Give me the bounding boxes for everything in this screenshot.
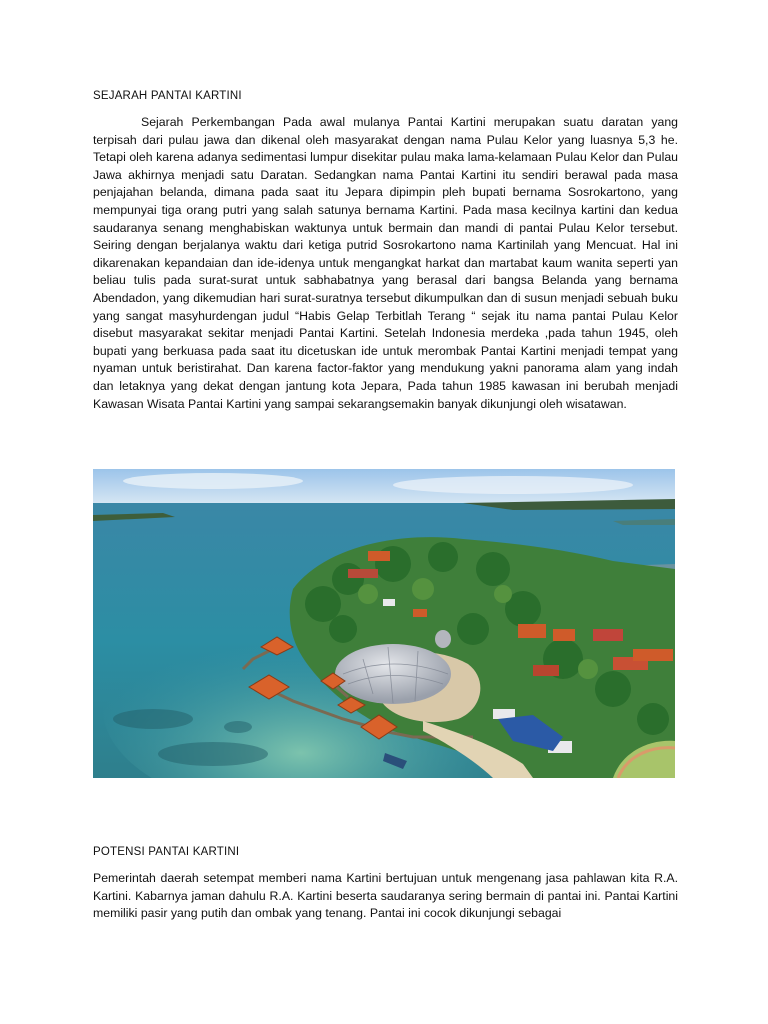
section-heading-potensi: POTENSI PANTAI KARTINI [93,846,240,858]
aerial-photo-pantai-kartini [93,469,675,778]
section-heading-sejarah: SEJARAH PANTAI KARTINI [93,90,242,102]
paragraph-sejarah: Sejarah Perkembangan Pada awal mulanya Pantai Kartini merupakan suatu daratan yang terpisah dari pulau jawa dan dikenal oleh masyarakat dengan nama Pulau Kelor yang luasnya 5,3 he. Tetapi oleh karena adanya sedimentasi lumpur disekitar pulau maka lama-kelamaan Pulau Kelor dan Pulau Jawa akhirnya menjadi satu Daratan. Sedangkan nama Pantai Kartini itu sendiri berawal pada masa penjajahan belanda, dimana pada saat itu Jepara dipimpin pleh bupati bernama Sosrokartono, yang mempunyai tiga orang putri yang salah satunya bernama Kartini. Pada masa kecilnya kartini dan kedua saudaranya senang menghabiskan waktunya untuk bermain dan mandi di pantai Pulau Kelor tersebut. Seiring dengan berjalanya waktu dari ketiga putrid Sosrokartono nama Kartinilah yang Mencuat. Hal ini dikarenakan kepandaian dan ide-idenya untuk mengangkat harkat dan martabat kaum wanita seperti yan beliau tulis pada surat-surat untuk sabhabatnya yang berasal dari bangsa Belanda yang bernama Abendadon, yang dikemudian hari surat-suratnya tersebut dikumpulkan dan di susun menjadi sebuah buku yang sangat masyhurdengan judul “Habis Gelap Terbitlah Terang “ sejak itu nama pantai Pulau Kelor disebut masyarakat sekitar menjadi Pantai Kartini. Setelah Indonesia merdeka ,pada tahun 1945, oleh bupati yang berkuasa pada saat itu dicetuskan ide untuk merombak Pantai Kartini menjadi tempat yang nyaman untuk beristirahat. Dan karena factor-faktor yang mendukung yakni panorama alam yang indah dan letaknya yang dekat dengan jantung kota Jepara, Pada tahun 1985 kawasan ini berubah menjadi Kawasan Wisata Pantai Kartini yang sampai sekarangsemakin banyak dikunjungi oleh wisatawan. [93,115,678,411]
aerial-photo-illustration [93,469,675,778]
paragraph-potensi: Pemerintah daerah setempat memberi nama Kartini bertujuan untuk mengenang jasa pahlawan kita R.A. Kartini. Kabarnya jaman dahulu R.A. Kartini beserta saudaranya sering bermain di pantai ini. Pantai Kartini memiliki pasir yang putih dan ombak yang tenang. Pantai ini cocok dikunjungi sebagai [93,871,678,921]
